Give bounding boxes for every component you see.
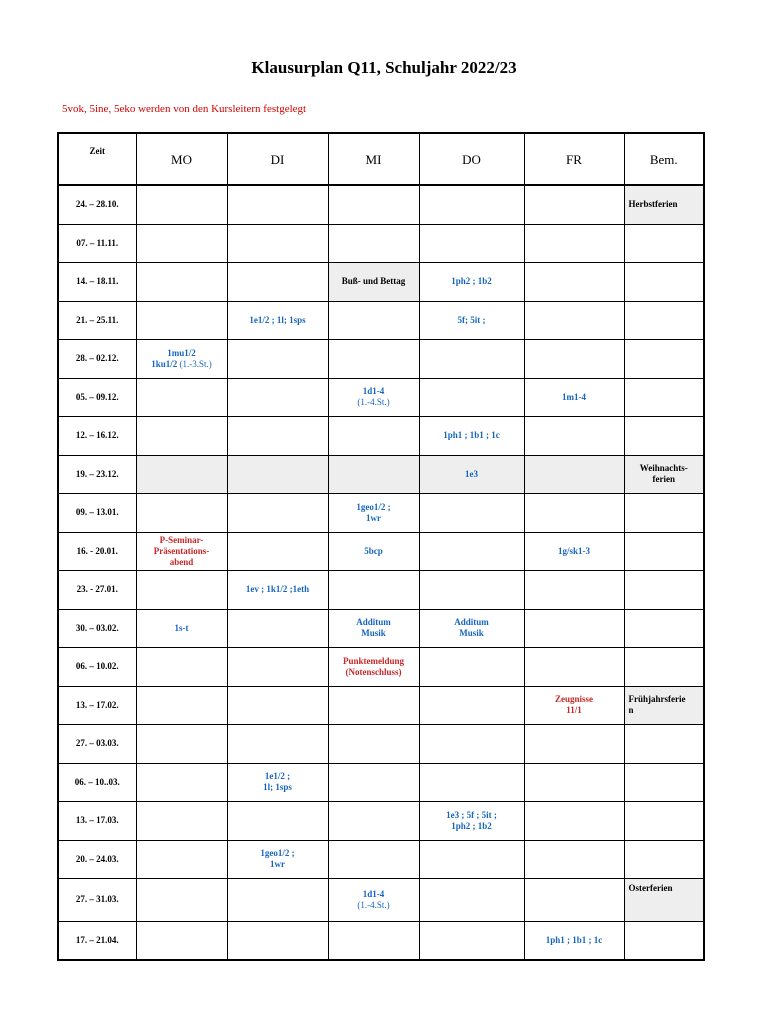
di-cell [227, 763, 328, 802]
di-cell [227, 417, 328, 456]
header-fr: FR [524, 133, 624, 185]
do-cell: 5f; 5it ; [419, 301, 524, 340]
date-cell: 23. - 27.01. [58, 571, 136, 610]
mo-cell [136, 686, 227, 725]
mo-line-3: abend [169, 556, 194, 567]
page-title: Klausurplan Q11, Schuljahr 2022/23 [251, 58, 517, 77]
fr-cell [524, 840, 624, 879]
mi-line-2: (1.-4.St.) [357, 899, 390, 910]
bem-cell [624, 224, 704, 263]
date-cell: 27. – 31.03. [58, 879, 136, 922]
fr-cell [524, 686, 624, 725]
header-di: DI [227, 133, 328, 185]
note-text: 5vok, 5ine, 5eko werden von den Kursleitern festgelegt [62, 103, 307, 115]
table-row [58, 494, 704, 533]
di-cell [227, 263, 328, 302]
bem-line-1: Frühjahrsferie [628, 694, 686, 705]
mo-cell [136, 494, 227, 533]
date-cell: 28. – 02.12. [58, 340, 136, 379]
bem-cell [624, 263, 704, 302]
date-cell: 27. – 03.03. [58, 725, 136, 764]
date-cell: 20. – 24.03. [58, 840, 136, 879]
mi-line-2: Musik [361, 628, 386, 639]
mi-line-1: 1geo1/2 ; [356, 501, 391, 512]
mi-line-1: 1d1-4 [362, 888, 385, 899]
mi-line-1: Punktemeldung [342, 655, 404, 666]
mo-cell [136, 378, 227, 417]
do-cell [419, 494, 524, 533]
di-cell [227, 802, 328, 841]
mi-cell [328, 725, 419, 764]
mi-cell [328, 224, 419, 263]
do-cell [419, 609, 524, 648]
mi-cell [328, 455, 419, 494]
mo-cell [136, 840, 227, 879]
bem-line-1: Weihnachts- [639, 463, 688, 474]
bem-cell [624, 802, 704, 841]
di-cell [227, 725, 328, 764]
date-cell: 17. – 21.04. [58, 921, 136, 960]
fr-cell [524, 609, 624, 648]
di-line-2: 1l; 1sps [263, 782, 292, 793]
mo-cell: 1s-t [136, 609, 227, 648]
mi-cell [328, 763, 419, 802]
fr-cell [524, 263, 624, 302]
fr-cell [524, 725, 624, 764]
date-cell: 30. – 03.02. [58, 609, 136, 648]
do-line-2: Musik [459, 628, 484, 639]
date-cell: 21. – 25.11. [58, 301, 136, 340]
di-cell: 1e1/2 ; 1l; 1sps [227, 301, 328, 340]
mo-cell [136, 921, 227, 960]
bem-line-2: ferien [652, 474, 675, 485]
date-cell: 24. – 28.10. [58, 185, 136, 224]
table-row [58, 340, 704, 379]
bem-cell [624, 301, 704, 340]
date-cell: 14. – 18.11. [58, 263, 136, 302]
mo-cell [136, 455, 227, 494]
mo-cell [136, 802, 227, 841]
mi-cell [328, 301, 419, 340]
mo-cell [136, 725, 227, 764]
do-cell [419, 378, 524, 417]
di-line-1: 1e1/2 ; [264, 771, 291, 782]
fr-cell: 1m1-4 [524, 378, 624, 417]
fr-cell [524, 301, 624, 340]
di-cell [227, 879, 328, 922]
date-cell: 05. – 09.12. [58, 378, 136, 417]
table-row [58, 686, 704, 725]
do-cell [419, 648, 524, 687]
mi-cell [328, 340, 419, 379]
do-cell [419, 224, 524, 263]
header-mo: MO [136, 133, 227, 185]
mi-cell [328, 802, 419, 841]
fr-cell [524, 185, 624, 224]
fr-cell [524, 879, 624, 922]
table-row [58, 879, 704, 922]
fr-cell: 1ph1 ; 1b1 ; 1c [524, 921, 624, 960]
table-row [58, 802, 704, 841]
header-mi: MI [328, 133, 419, 185]
mi-cell [328, 840, 419, 879]
bem-cell [624, 494, 704, 533]
di-cell [227, 224, 328, 263]
do-cell [419, 802, 524, 841]
table-row [58, 301, 704, 340]
do-cell [419, 840, 524, 879]
table-row [58, 609, 704, 648]
di-cell [227, 648, 328, 687]
mi-line-1: Additum [356, 617, 391, 628]
fr-cell [524, 648, 624, 687]
table-row [58, 455, 704, 494]
mi-cell [328, 571, 419, 610]
bem-cell [624, 840, 704, 879]
fr-line-1: Zeugnisse [554, 694, 593, 705]
di-cell: 1ev ; 1k1/2 ;1eth [227, 571, 328, 610]
do-cell [419, 185, 524, 224]
fr-line-2: 11/1 [566, 705, 582, 716]
table-row [58, 648, 704, 687]
do-cell [419, 921, 524, 960]
di-line-1: 1geo1/2 ; [260, 848, 295, 859]
di-cell [227, 378, 328, 417]
di-line-2: 1wr [270, 859, 285, 870]
header-bem: Bem. [624, 133, 704, 185]
table-row [58, 185, 704, 224]
date-cell: 06. – 10.02. [58, 648, 136, 687]
mi-line-2: 1wr [366, 512, 381, 523]
table-row [58, 725, 704, 764]
do-cell [419, 571, 524, 610]
mi-cell [328, 921, 419, 960]
date-cell: 13. – 17.02. [58, 686, 136, 725]
mi-cell [328, 378, 419, 417]
fr-cell [524, 494, 624, 533]
di-cell [227, 532, 328, 571]
bem-cell [624, 455, 704, 494]
table-row [58, 921, 704, 960]
table-row [58, 763, 704, 802]
mo-cell [136, 301, 227, 340]
do-cell: 1ph1 ; 1b1 ; 1c [419, 417, 524, 456]
do-cell [419, 340, 524, 379]
date-cell: 12. – 16.12. [58, 417, 136, 456]
bem-cell [624, 725, 704, 764]
fr-cell [524, 571, 624, 610]
fr-cell [524, 763, 624, 802]
bem-cell [624, 921, 704, 960]
mo-cell [136, 263, 227, 302]
do-cell [419, 532, 524, 571]
mi-line-1: 1d1-4 [362, 386, 385, 397]
bem-line-2: n [628, 705, 634, 716]
mo-line-2-hours: (1.-3.St.) [177, 358, 212, 369]
mi-cell [328, 648, 419, 687]
bem-cell: Herbstferien [624, 185, 704, 224]
header-do: DO [419, 133, 524, 185]
mo-line-1: 1mu1/2 [167, 347, 196, 358]
date-cell: 19. – 23.12. [58, 455, 136, 494]
mi-line-2: (1.-4.St.) [357, 397, 390, 408]
do-line-2: 1ph2 ; 1b2 [451, 820, 492, 831]
do-line-1: 1e3 ; 5f ; 5it ; [446, 809, 497, 820]
mo-line-2: 1ku1/2 [151, 358, 178, 369]
fr-cell [524, 802, 624, 841]
do-cell: 1e3 [419, 455, 524, 494]
table-row [58, 571, 704, 610]
bem-cell [624, 686, 704, 725]
bem-cell [624, 378, 704, 417]
mo-cell [136, 571, 227, 610]
bem-cell [624, 417, 704, 456]
bem-cell: Osterferien [624, 879, 704, 922]
table-row [58, 224, 704, 263]
header-zeit: Zeit [58, 133, 136, 185]
table-row [58, 378, 704, 417]
date-cell: 13. – 17.03. [58, 802, 136, 841]
fr-cell [524, 224, 624, 263]
mo-cell [136, 648, 227, 687]
do-cell [419, 725, 524, 764]
di-cell [227, 185, 328, 224]
di-cell [227, 494, 328, 533]
do-cell [419, 879, 524, 922]
di-cell [227, 840, 328, 879]
bem-cell [624, 763, 704, 802]
bem-cell [624, 609, 704, 648]
bem-cell [624, 532, 704, 571]
mi-cell [328, 686, 419, 725]
header-row [58, 133, 704, 185]
mi-cell [328, 185, 419, 224]
date-cell: 16. - 20.01. [58, 532, 136, 571]
bem-cell [624, 340, 704, 379]
do-cell [419, 686, 524, 725]
mi-cell [328, 609, 419, 648]
mo-cell [136, 879, 227, 922]
mo-cell [136, 763, 227, 802]
mi-cell [328, 494, 419, 533]
mo-cell [136, 340, 227, 379]
di-cell [227, 686, 328, 725]
di-cell [227, 921, 328, 960]
mo-cell [136, 417, 227, 456]
date-cell: 09. – 13.01. [58, 494, 136, 533]
do-cell [419, 763, 524, 802]
mi-cell [328, 879, 419, 922]
table-row [58, 532, 704, 571]
do-line-1: Additum [454, 617, 489, 628]
date-cell: 06. – 10..03. [58, 763, 136, 802]
mi-cell: 5bcp [328, 532, 419, 571]
fr-cell: 1g/sk1-3 [524, 532, 624, 571]
mo-cell [136, 224, 227, 263]
date-cell: 07. – 11.11. [58, 224, 136, 263]
mo-cell [136, 532, 227, 571]
fr-cell [524, 340, 624, 379]
mo-line-2: Präsentations- [153, 545, 210, 556]
di-cell [227, 340, 328, 379]
exam-schedule-table [57, 132, 705, 961]
do-cell: 1ph2 ; 1b2 [419, 263, 524, 302]
di-cell [227, 609, 328, 648]
bem-cell [624, 571, 704, 610]
mi-cell: Buß- und Bettag [328, 263, 419, 302]
bem-cell [624, 648, 704, 687]
mo-cell [136, 185, 227, 224]
fr-cell [524, 455, 624, 494]
fr-cell [524, 417, 624, 456]
table-row [58, 417, 704, 456]
mo-line-1: P-Seminar- [159, 534, 204, 545]
mi-line-2: (Notenschluss) [345, 666, 402, 677]
table-row [58, 840, 704, 879]
di-cell [227, 455, 328, 494]
mi-cell [328, 417, 419, 456]
table-row [58, 263, 704, 302]
